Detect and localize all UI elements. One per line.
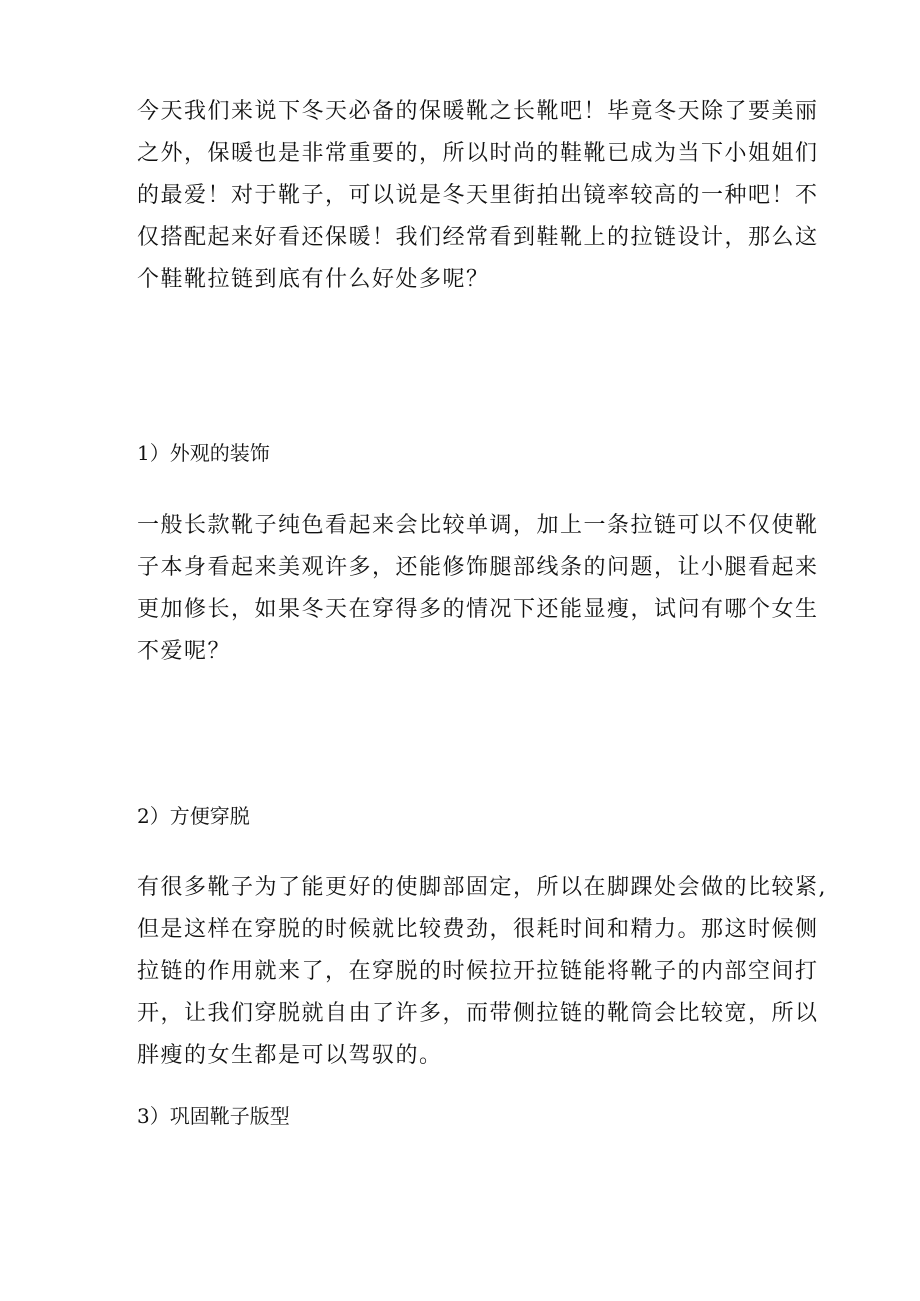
section2-line-3: 拉链的作用就来了，在穿脱的时候拉开拉链能将靴子的内部空间打	[137, 959, 819, 984]
intro-line-2: 之外，保暖也是非常重要的，所以时尚的鞋靴已成为当下小姐姐们	[137, 141, 819, 166]
section1-line-2: 子本身看起来美观许多，还能修饰腿部线条的问题，让小腿看起来	[137, 555, 819, 580]
intro-line-4: 仅搭配起来好看还保暖！我们经常看到鞋靴上的拉链设计，那么这	[137, 225, 819, 250]
section2-line-4: 开，让我们穿脱就自由了许多，而带侧拉链的靴筒会比较宽，所以	[137, 1001, 819, 1026]
section2-paragraph	[137, 867, 827, 1077]
section1-line-4: 不爱呢？	[137, 639, 232, 664]
section2-line-2: 但是这样在穿脱的时候就比较费劲，很耗时间和精力。那这时候侧	[137, 917, 819, 942]
section1-heading: 1）外观的装饰	[137, 441, 270, 465]
intro-line-1: 今天我们来说下冬天必备的保暖靴之长靴吧！毕竟冬天除了要美丽	[137, 99, 819, 124]
intro-line-3: 的最爱！对于靴子，可以说是冬天里街拍出镜率较高的一种吧！不	[137, 183, 819, 208]
intro-line-5: 个鞋靴拉链到底有什么好处多呢？	[137, 267, 490, 292]
section3-heading: 3）巩固靴子版型	[137, 1104, 290, 1128]
intro-paragraph	[137, 91, 819, 301]
section1-line-3: 更加修长，如果冬天在穿得多的情况下还能显瘦，试问有哪个女生	[137, 597, 819, 622]
section2-line-1: 有很多靴子为了能更好的使脚部固定，所以在脚踝处会做的比较紧,	[137, 875, 827, 900]
section1-line-1: 一般长款靴子纯色看起来会比较单调，加上一条拉链可以不仅使靴	[137, 513, 819, 538]
section1-paragraph	[137, 505, 819, 673]
section2-line-5: 胖瘦的女生都是可以驾驭的。	[137, 1043, 443, 1068]
section2-heading: 2）方便穿脱	[137, 804, 250, 828]
